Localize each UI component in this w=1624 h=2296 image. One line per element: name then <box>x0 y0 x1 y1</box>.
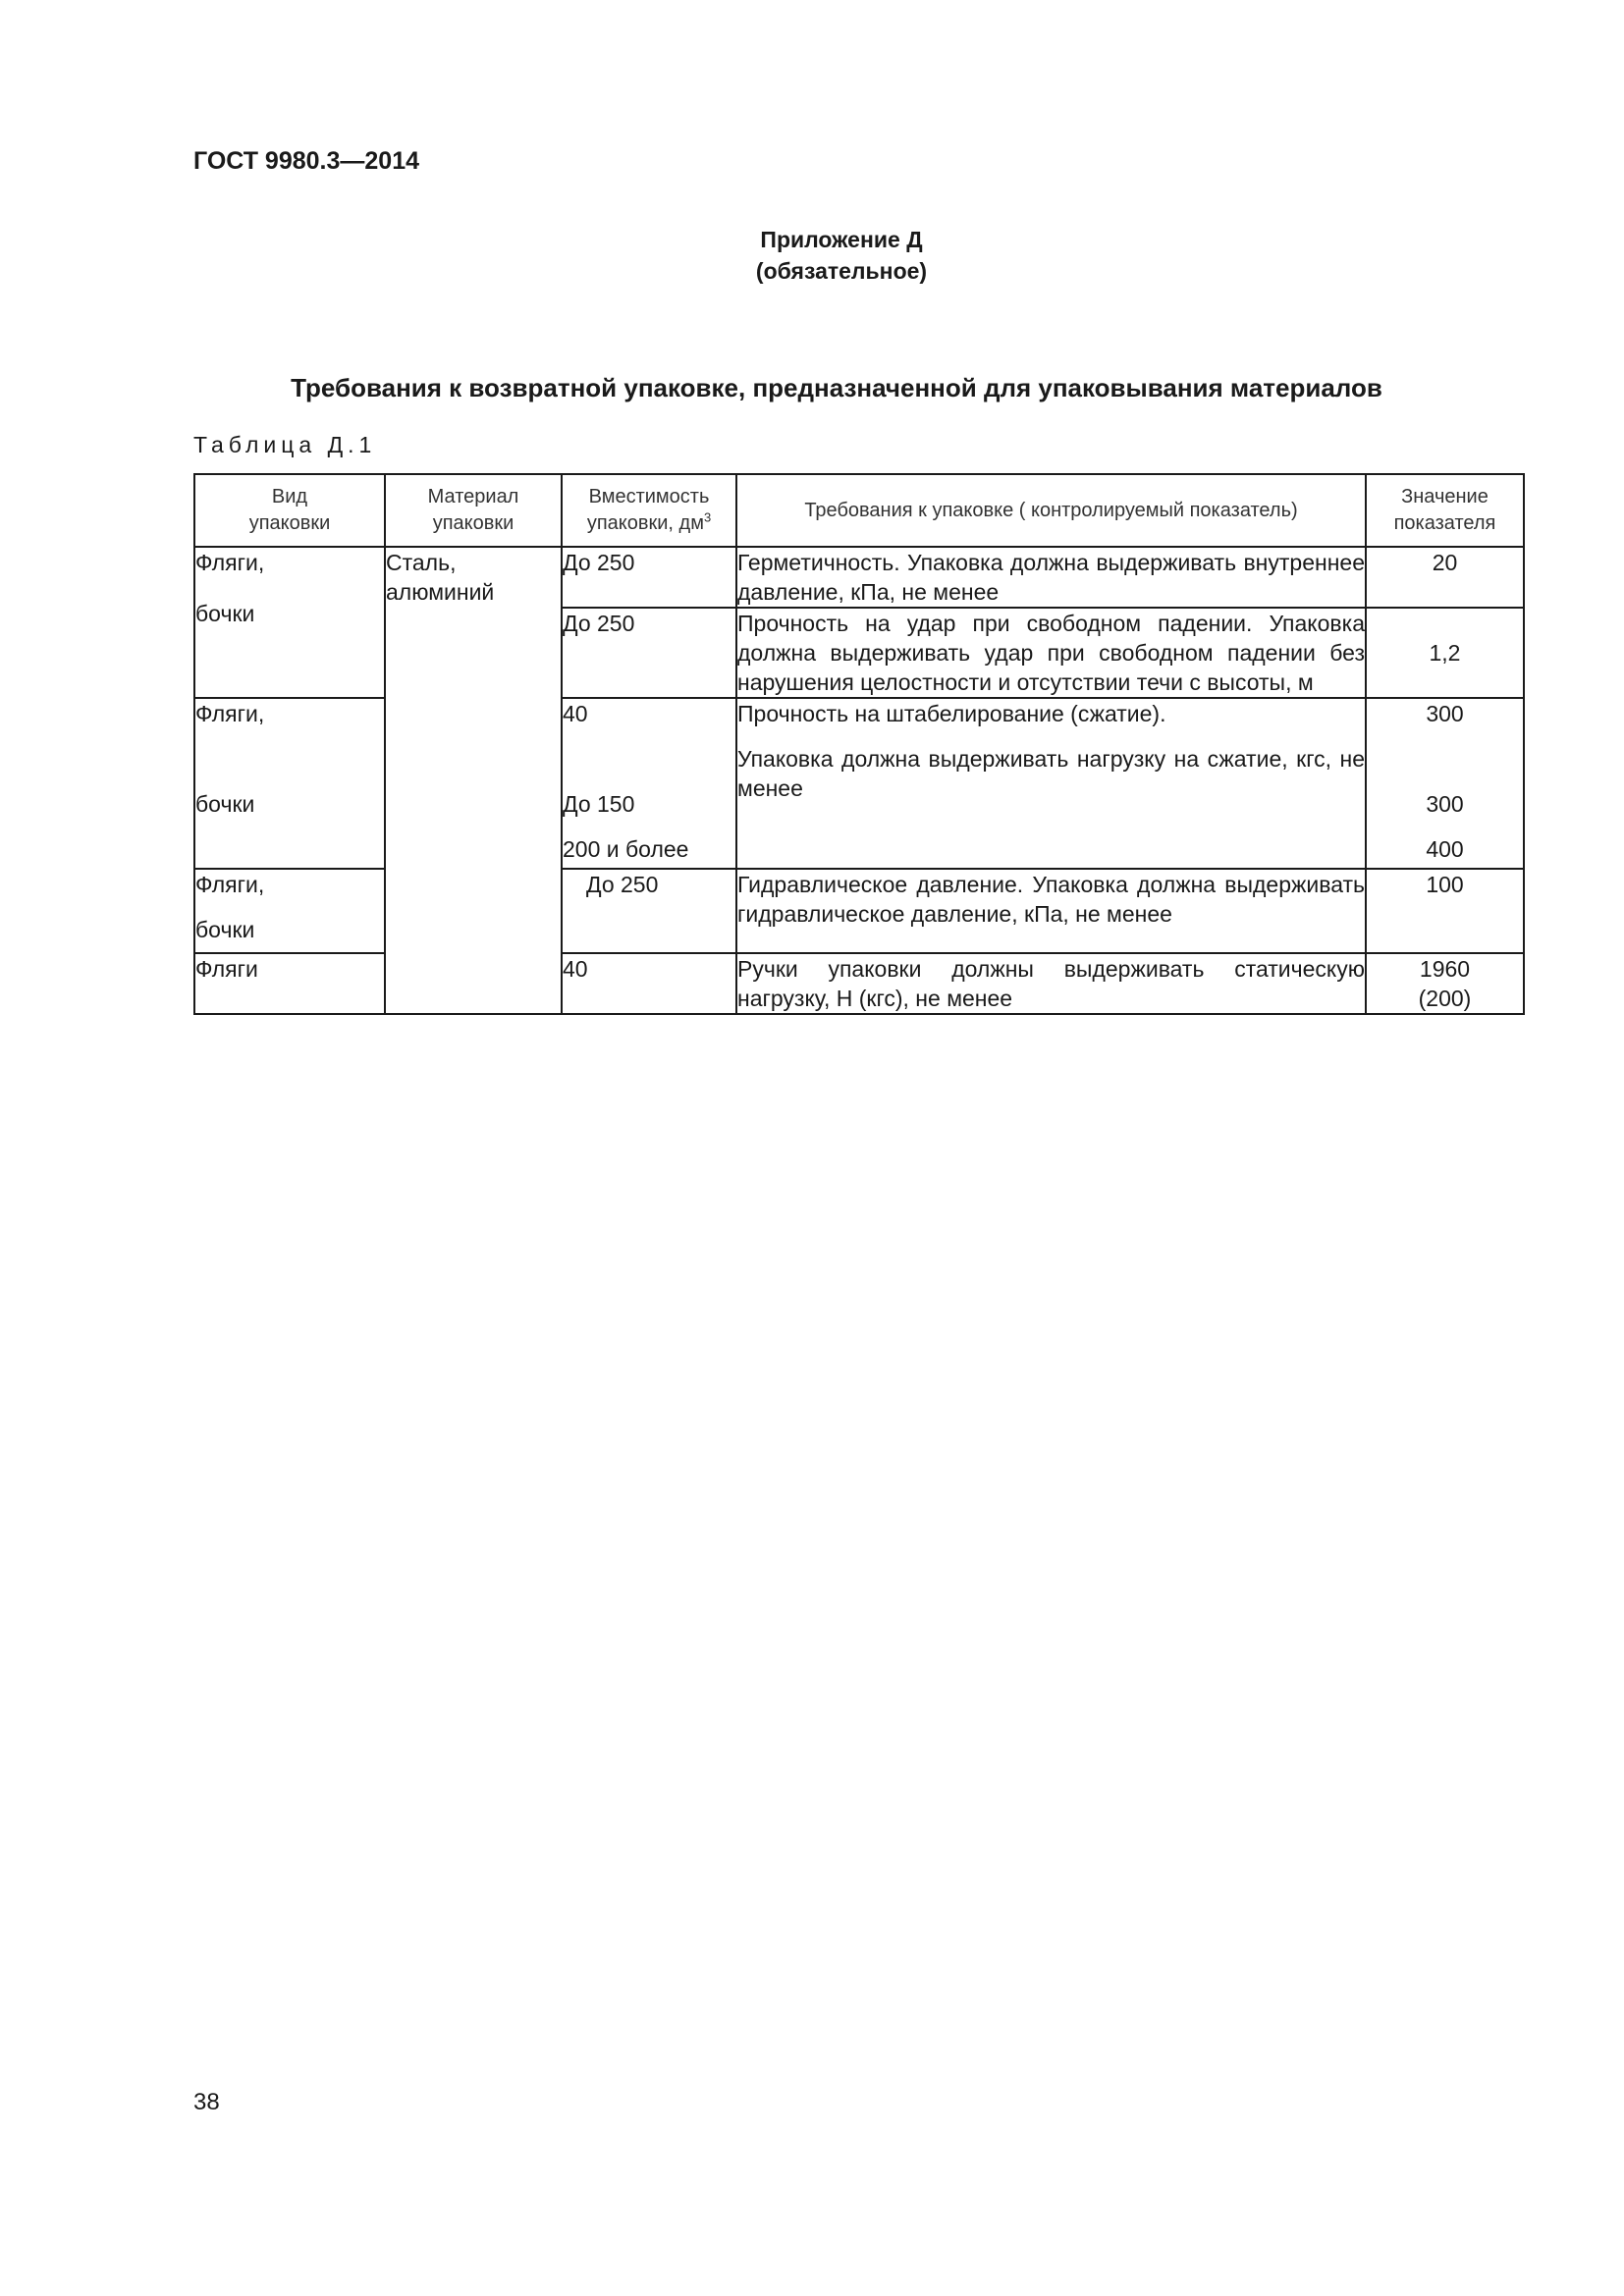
appendix-block <box>0 224 1624 287</box>
cell-value: 1960 (200) <box>1366 953 1524 1014</box>
requirements-table <box>193 473 1525 1015</box>
cell-type: Фляги, бочки <box>194 698 385 869</box>
cell-type: Фляги, бочки <box>194 547 385 698</box>
cell-capacity: До 250 <box>562 547 736 608</box>
cell-value: 1,2 <box>1366 608 1524 698</box>
cell-material: Сталь, алюминий <box>385 547 562 1014</box>
section-heading <box>0 373 1624 403</box>
cell-capacity: 40 <box>562 953 736 1014</box>
cell-value: 300 300 400 <box>1366 698 1524 869</box>
page-number: 38 <box>193 2089 220 2115</box>
section-heading-text: Требования к возвратной упаковке, предназначенной для упаковывания материалов <box>291 373 1382 402</box>
header-value: Значение показателя <box>1366 474 1524 547</box>
cell-requirement: Прочность на штабелирование (сжатие). Упаковка должна выдерживать нагрузку на сжатие, кгс, не менее <box>736 698 1366 869</box>
cell-capacity: До 250 <box>562 608 736 698</box>
cell-type: Фляги, бочки <box>194 869 385 953</box>
header-material: Материал упаковки <box>385 474 562 547</box>
appendix-title: Приложение Д <box>760 227 923 252</box>
cell-requirement: Гидравлическое давление. Упаковка должна выдерживать гидравлическое давление, кПа, не менее <box>736 869 1366 953</box>
cell-requirement: Герметичность. Упаковка должна выдерживать внутреннее давление, кПа, не менее <box>736 547 1366 608</box>
cell-type: Фляги <box>194 953 385 1014</box>
cell-value: 100 <box>1366 869 1524 953</box>
table-header-row <box>194 474 1524 547</box>
cell-capacity: 40 До 150 200 и более <box>562 698 736 869</box>
document-code: ГОСТ 9980.3—2014 <box>193 147 420 175</box>
header-type: Вид упаковки <box>194 474 385 547</box>
cell-capacity: До 250 <box>562 869 736 953</box>
appendix-status: (обязательное) <box>755 258 928 284</box>
table-row <box>194 547 1524 608</box>
cell-value: 20 <box>1366 547 1524 608</box>
cell-requirement: Прочность на удар при свободном падении. Упаковка должна выдерживать удар при свободном падении без нарушения целостности и отсутствии течи с высоты, м <box>736 608 1366 698</box>
table-label: Таблица Д.1 <box>193 432 377 457</box>
cell-requirement: Ручки упаковки должны выдерживать статическую нагрузку, Н (кгс), не менее <box>736 953 1366 1014</box>
header-requirements: Требования к упаковке ( контролируемый показатель) <box>736 474 1366 547</box>
header-capacity: Вместимость упаковки, $дм^3$ <box>562 474 736 547</box>
